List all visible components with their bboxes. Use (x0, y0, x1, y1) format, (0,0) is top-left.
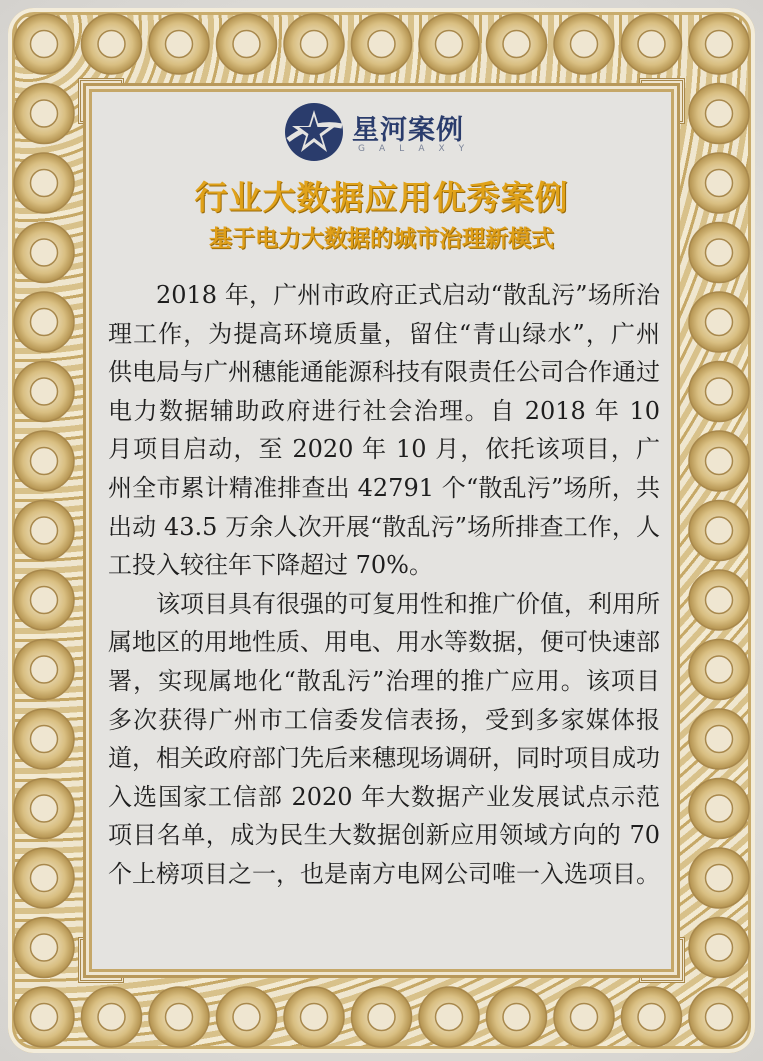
galaxy-star-icon (282, 100, 346, 164)
certificate-subtitle: 基于电力大数据的城市治理新模式 (209, 226, 554, 252)
body-paragraph: 该项目具有很强的可复用性和推广价值，利用所属地区的用地性质、用电、用水等数据，便可快速部署，实现属地化“散乱污”治理的推广应用。该项目多次获得广州市工信委发信表扬，受到多家媒体报道，相关政府部门先后来穗现场调研，同时项目成功入选国家工信部 2020 年大数据产业发展试点示范项目名单，成为民生大数据创新应用领域方向的 70 个上榜项目之一，也是南方电网公司唯一入选项目。 (108, 589, 660, 888)
galaxy-logo (282, 100, 492, 164)
logo-subtitle: GALAXY (358, 144, 479, 154)
certificate-body (108, 276, 660, 894)
logo-name: 星河案例 (352, 115, 464, 146)
body-paragraph: 2018 年，广州市政府正式启动“散乱污”场所治理工作，为提高环境质量，留住“青山绿水”，广州供电局与广州穗能通能源科技有限责任公司合作通过电力数据辅助政府进行社会治理。自 2018 年 10 月项目启动，至 2020 年 10 月，依托该项目，广州全市累计精准排查出 42791 个“散乱污”场所，共出动 43.5 万余人次开展“散乱污”场所排查工作，人工投入较往年下降超过 70%。 (108, 281, 660, 580)
certificate-title: 行业大数据应用优秀案例 (194, 178, 569, 217)
